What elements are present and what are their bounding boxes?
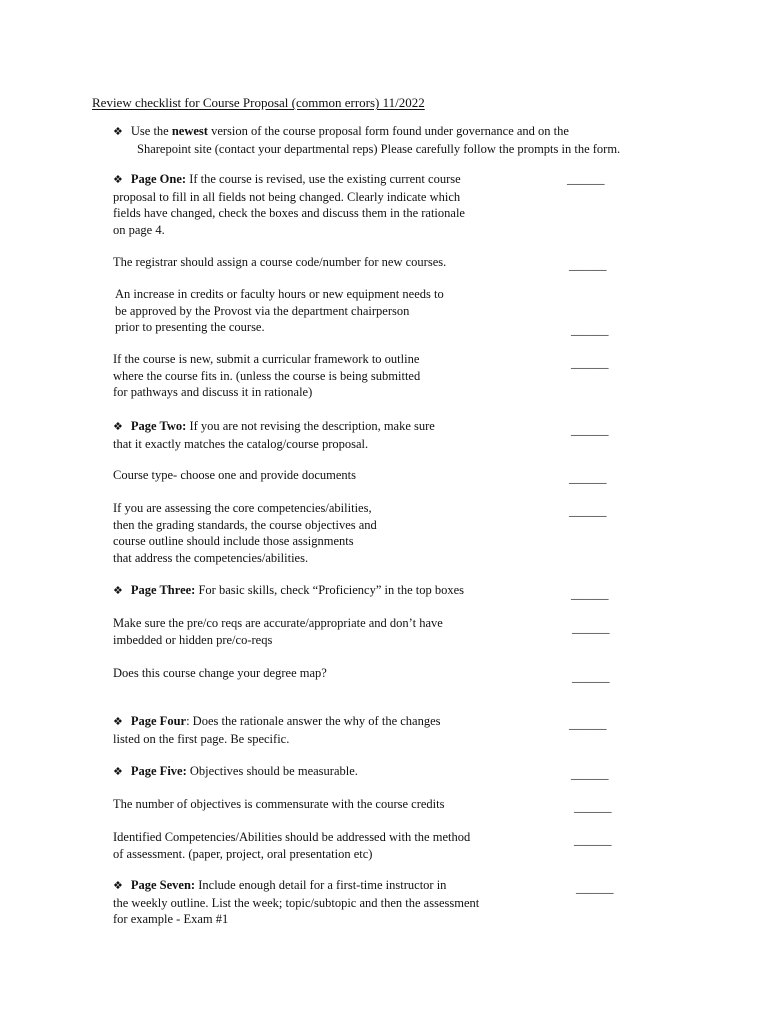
checklist-item-text: An increase in credits or faculty hours or new equipment needs to	[115, 287, 444, 301]
page-heading: Page Four	[130, 714, 187, 728]
intro-item	[113, 123, 733, 157]
checklist-item-text: for example - Exam #1	[113, 912, 229, 926]
page-heading: Page Three:	[130, 583, 196, 597]
checkoff-blank[interactable]: ______	[572, 670, 610, 684]
checklist-item-line	[113, 205, 553, 222]
checklist-item-text: Include enough detail for a first-time instructor in	[195, 878, 447, 892]
checklist-item	[113, 796, 553, 813]
page-heading: Page Two:	[130, 419, 187, 433]
bullet-icon: ❖	[113, 765, 123, 778]
checklist-item-line	[113, 351, 553, 368]
checkoff-blank[interactable]: ______	[569, 471, 607, 485]
checkoff-blank[interactable]: ______	[569, 504, 607, 518]
checklist-item-line	[113, 632, 553, 649]
checklist-item-line	[113, 615, 553, 632]
intro-bold: newest	[171, 124, 208, 138]
page-heading: Page One:	[130, 172, 187, 186]
checklist-item-line	[115, 303, 555, 320]
checklist-item-line	[113, 763, 553, 781]
checklist-item-line	[113, 829, 553, 846]
checkoff-blank[interactable]: ______	[571, 767, 609, 781]
checklist-item	[113, 418, 553, 452]
checklist-item-line	[113, 846, 553, 863]
checklist-item-text: If the course is revised, use the existing current course	[186, 172, 461, 186]
checklist-item-line	[113, 895, 553, 912]
bullet-icon: ❖	[113, 715, 123, 728]
checklist-item-text: for pathways and discuss it in rationale)	[113, 385, 313, 399]
page-heading: Page Five:	[130, 764, 187, 778]
checklist-item-text: fields have changed, check the boxes and discuss them in the rationale	[113, 206, 465, 220]
bullet-icon: ❖	[113, 420, 123, 433]
checklist-item	[113, 615, 553, 648]
checklist-item-line	[113, 254, 553, 271]
checklist-item-line	[113, 877, 553, 895]
checklist-item-text: that it exactly matches the catalog/course proposal.	[113, 436, 369, 451]
checkoff-blank[interactable]: ______	[569, 258, 607, 272]
checklist-item-text: For basic skills, check “Proficiency” in the top boxes	[195, 583, 465, 597]
checklist-item	[113, 254, 553, 271]
bullet-icon: ❖	[113, 125, 123, 138]
checklist-item-text: The registrar should assign a course code/number for new courses.	[113, 255, 447, 269]
intro-line-2: Sharepoint site (contact your departmental reps) Please carefully follow the prompts in the form.	[137, 141, 621, 156]
checklist-item	[113, 467, 553, 484]
intro-text-pre: Use the	[130, 124, 172, 138]
checkoff-blank[interactable]: ______	[576, 881, 614, 895]
bullet-icon: ❖	[113, 584, 123, 597]
checklist-item-text: course outline should include those assignments	[113, 534, 354, 548]
checkoff-blank[interactable]: ______	[571, 323, 609, 337]
checklist-item-text: of assessment. (paper, project, oral presentation etc)	[113, 846, 373, 861]
checklist-item-text: the weekly outline. List the week; topic/subtopic and then the assessment	[113, 895, 480, 910]
checkoff-blank[interactable]: ______	[572, 621, 610, 635]
checklist-item-line	[113, 500, 553, 517]
checklist-item-text: If the course is new, submit a curricular framework to outline	[113, 352, 420, 366]
checklist-item-line	[113, 796, 553, 813]
checklist-item-line	[113, 436, 553, 453]
checklist-item-text: prior to presenting the course.	[115, 320, 265, 334]
checklist-item	[113, 665, 553, 682]
checklist-item-line	[113, 368, 553, 385]
checklist-item	[113, 713, 553, 747]
checklist-item-text: then the grading standards, the course objectives and	[113, 517, 377, 532]
checklist-item-text: that address the competencies/abilities.	[113, 550, 309, 565]
checklist-item	[113, 582, 553, 600]
checklist-item-text: Does this course change your degree map?	[113, 666, 327, 680]
checklist-item-text: If you are not revising the description, make sure	[186, 419, 435, 433]
checklist-item-line	[113, 550, 553, 567]
checklist-item-text: be approved by the Provost via the department chairperson	[115, 303, 410, 318]
checklist-item-line	[113, 222, 553, 239]
checklist-item-line	[115, 286, 555, 303]
checklist-item-line	[113, 171, 553, 189]
checklist-item-line	[113, 731, 553, 748]
checklist-item	[113, 829, 553, 862]
checklist-item-line	[113, 533, 553, 550]
checklist-item	[113, 351, 553, 401]
checklist-item-line	[113, 713, 553, 731]
checklist-item-text: Course type- choose one and provide documents	[113, 468, 356, 482]
checklist-item-line	[115, 319, 555, 336]
checklist-item	[113, 763, 553, 781]
checklist-item-line	[113, 665, 553, 682]
checklist-item-line	[113, 418, 553, 436]
checklist-item-line	[113, 384, 553, 401]
intro-text-post: version of the course proposal form found under governance and on the	[207, 124, 569, 138]
document-title: Review checklist for Course Proposal (common errors) 11/2022	[92, 95, 425, 110]
checkoff-blank[interactable]: ______	[567, 172, 605, 186]
checkoff-blank[interactable]: ______	[574, 800, 612, 814]
checklist-item	[113, 500, 553, 566]
checklist-item	[113, 171, 553, 238]
checklist-item	[115, 286, 555, 336]
checklist-item-line	[113, 517, 553, 534]
checklist-item-text: Make sure the pre/co reqs are accurate/appropriate and don’t have	[113, 616, 443, 630]
checklist-item-text: proposal to fill in all fields not being changed. Clearly indicate which	[113, 189, 461, 204]
checkoff-blank[interactable]: ______	[569, 717, 607, 731]
checklist-item-line	[113, 582, 553, 600]
checklist-item-line	[113, 911, 553, 928]
checklist-item-text: on page 4.	[113, 222, 165, 237]
checkoff-blank[interactable]: ______	[571, 356, 609, 370]
checklist-item-text: listed on the first page. Be specific.	[113, 731, 290, 746]
checklist-item-text: If you are assessing the core competencies/abilities,	[113, 501, 372, 515]
checkoff-blank[interactable]: ______	[571, 423, 609, 437]
checkoff-blank[interactable]: ______	[571, 587, 609, 601]
checklist-item-line	[113, 189, 553, 206]
checklist-item	[113, 877, 553, 928]
bullet-icon: ❖	[113, 173, 123, 186]
checkoff-blank[interactable]: ______	[574, 833, 612, 847]
checklist-item-text: The number of objectives is commensurate with the course credits	[113, 797, 445, 811]
checklist-item-line	[113, 467, 553, 484]
checklist-item-text: imbedded or hidden pre/co-reqs	[113, 632, 273, 647]
checklist-item-text: where the course fits in. (unless the course is being submitted	[113, 368, 421, 383]
checklist-item-text: Objectives should be measurable.	[186, 764, 358, 778]
checklist-item-text: Identified Competencies/Abilities should be addressed with the method	[113, 830, 471, 844]
checklist-item-text: : Does the rationale answer the why of the changes	[186, 714, 441, 728]
page-heading: Page Seven:	[130, 878, 196, 892]
bullet-icon: ❖	[113, 879, 123, 892]
